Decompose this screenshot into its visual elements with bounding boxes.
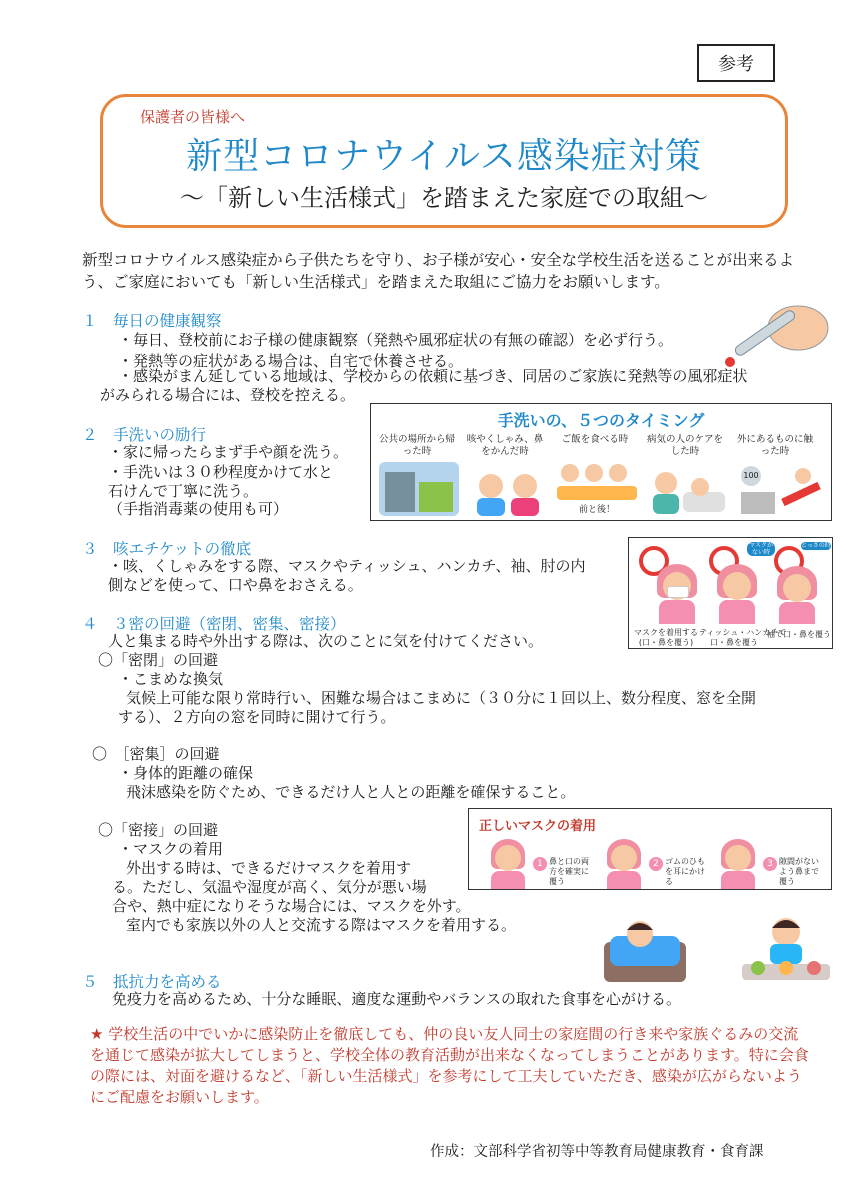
section-2-line: 石けんで丁寧に洗う。 <box>108 482 259 500</box>
speech-bubble: マスクが ない時 <box>748 542 773 556</box>
step-number: 2 <box>649 857 663 871</box>
closed-space-line: する）、２方向の窓を同時に開けて行う。 <box>118 708 396 726</box>
thermometer-illustration <box>700 290 830 380</box>
speech-bubble: とっさの時 <box>801 542 831 549</box>
girl-face <box>495 845 521 871</box>
section-2-line: ・家に帰ったらまず手や顔を洗う。 <box>108 443 349 461</box>
handwash-timing-panel <box>370 403 832 521</box>
close-contact-line: 合や、熱中症になりそうな場合には、マスクを外す。 <box>112 897 471 915</box>
girl-face <box>783 574 811 602</box>
step-number: 3 <box>763 857 777 871</box>
before-after-note: 前と後！ <box>579 505 616 515</box>
handwash-item: ご飯を食べる時 <box>561 434 629 445</box>
girl-face <box>725 845 751 871</box>
section-2-line: ・手洗いは３０秒程度かけて水と <box>108 463 334 481</box>
section-3-line: 側などを使って、口や鼻をおさえる。 <box>108 576 363 594</box>
author-credit: 作成：文部科学省初等中等教育局健康教育・食育課 <box>430 1144 764 1160</box>
close-contact-heading: 〇「密接」の回避 <box>98 821 219 839</box>
section-3-line: ・咳、くしゃみをする際、マスクやティッシュ、ハンカチ、袖、肘の内 <box>108 557 586 575</box>
section-1-title: １ 毎日の健康観察 <box>82 312 222 330</box>
section-1-line: がみられる場合には、登校を控える。 <box>100 386 356 404</box>
eating-child-illustration <box>738 912 833 984</box>
important-notice: ★ 学校生活の中でいかに感染防止を徹底しても、仲の良い友人同士の家庭間の行き来や家族ぐるみの交流を通じて感染が拡大してしまうと、学校全体の教育活動が出来なくなってしまうことがあります。特に会食の際には、対面を避けるなど、「新しい生活様式」を参考にして工夫していただき、感染が広がらないようにご配慮をお願いします。 <box>90 1025 809 1106</box>
cough-caption: 袖で口・鼻を覆う <box>767 630 831 639</box>
handwash-item: 咳やくしゃみ、鼻をかんだ時 <box>466 434 544 457</box>
mask-panel-title: 正しいマスクの着用 <box>479 819 597 834</box>
mask-step: ゴムのひもを耳にかける <box>665 857 705 886</box>
close-contact-line: 室内でも家族以外の人と交流する際はマスクを着用する。 <box>126 916 517 934</box>
audience-label: 保護者の皆様へ <box>140 108 246 126</box>
section-2-title: ２ 手洗いの励行 <box>82 426 207 444</box>
girl-face <box>611 845 637 871</box>
crowded-line: 飛沫感染を防ぐため、できるだけ人と人との距離を確保すること。 <box>126 783 576 801</box>
close-contact-item: ・マスクの着用 <box>118 840 224 858</box>
intro-paragraph: 新型コロナウイルス感染症から子供たちを守り、お子様が安心・安全な学校生活を送ることが出来るよう、ご家庭においても「新しい生活様式」を踏まえた取組にご協力をお願いします。 <box>82 251 795 291</box>
reference-label: 参考 <box>697 44 775 82</box>
section-1-line: ・感染がまん延している地域は、学校からの依頼に基づき、同居のご家族に発熱等の風邪症状 <box>118 367 748 385</box>
sign-100: 100 <box>741 466 761 486</box>
section-2-line: （手指消毒薬の使用も可） <box>108 500 289 518</box>
handwash-item: 外にあるものに触った時 <box>736 434 813 457</box>
mask-step: 鼻と口の両方を確実に覆う <box>549 857 589 886</box>
page-subtitle: ～「新しい生活様式」を踏まえた家庭での取組～ <box>180 184 708 212</box>
close-contact-line: 外出する時は、できるだけマスクを着用す <box>126 859 412 877</box>
mask-step: 隙間がないよう鼻まで覆う <box>779 857 819 886</box>
station-scene-illustration <box>379 462 459 516</box>
section-3-title: ３ 咳エチケットの徹底 <box>82 540 252 558</box>
correct-mask-panel <box>468 808 832 890</box>
crowded-item: ・身体的距離の確保 <box>118 764 254 782</box>
section-1-line: ・発熱等の症状がある場合は、自宅で休養させる。 <box>118 352 464 370</box>
section-5-title: ５ 抵抗力を高める <box>82 973 222 991</box>
close-contact-line: る。ただし、気温や湿度が高く、気分が悪い場 <box>112 878 427 896</box>
handwash-item: 公共の場所から帰った時 <box>378 434 455 457</box>
cough-caption: マスクを着用する (口・鼻を覆う) <box>634 628 698 647</box>
section-4-title: ４ ３密の回避（密閉、密集、密接） <box>82 615 346 633</box>
cough-etiquette-panel <box>628 537 833 649</box>
sleeping-child-illustration <box>600 912 690 988</box>
cough-caption: ティッシュ・ハンカチで 口・鼻を覆う <box>699 628 787 647</box>
handwash-item: 病気の人のケアをした時 <box>646 434 723 457</box>
handwash-title: 手洗いの、５つのタイミング <box>497 411 705 430</box>
section-5-line: 免疫力を高めるため、十分な睡眠、適度な運動やバランスの取れた食事を心がける。 <box>112 990 681 1008</box>
step-number: 1 <box>533 857 547 871</box>
closed-space-item: ・こまめな換気 <box>118 670 224 688</box>
crowded-heading: 〇 ［密集］の回避 <box>92 745 220 763</box>
section-1-line: ・毎日、登校前にお子様の健康観察（発熱や風邪症状の有無の確認）を必ず行う。 <box>118 331 674 349</box>
meal-scene-illustration <box>557 460 637 502</box>
girl-face <box>723 572 751 600</box>
page-title: 新型コロナウイルス感染症対策 <box>186 136 702 177</box>
closed-space-heading: 〇「密閉」の回避 <box>98 651 219 669</box>
playground-scene-illustration <box>737 462 823 516</box>
mask-icon <box>667 586 689 598</box>
sneeze-scene-illustration <box>469 462 545 516</box>
closed-space-line: 気候上可能な限り常時行い、困難な場合はこまめに（３０分に１回以上、数分程度、窓を全開 <box>126 689 757 707</box>
care-scene-illustration <box>647 462 727 516</box>
section-4-lead: 人と集まる時や外出する際は、次のことに気を付けてください。 <box>108 632 544 650</box>
